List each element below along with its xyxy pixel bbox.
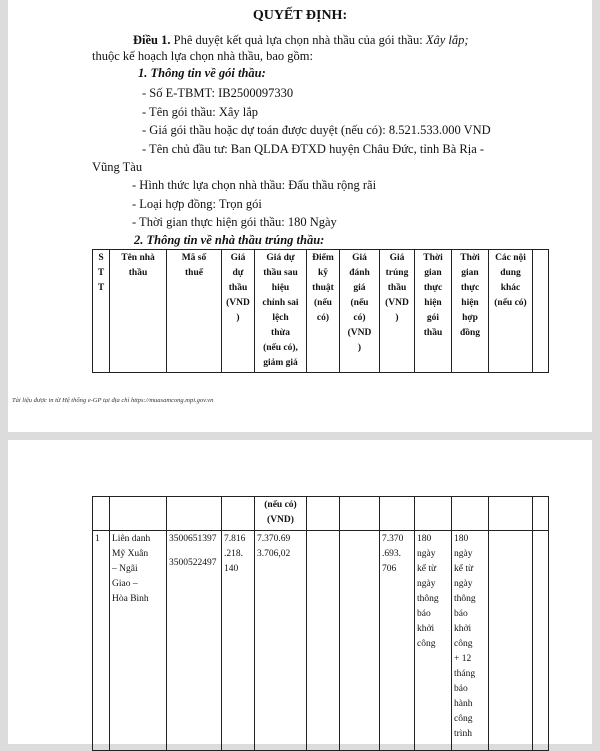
col-header-contractor: Tên nhà thầu (110, 250, 167, 373)
table-row (93, 531, 549, 751)
article-label: Điều 1. (133, 33, 171, 47)
winner-table-body (92, 496, 549, 751)
header-continuation: (nếu có) (VND) (255, 497, 307, 531)
tax-code-1: 3500651397 (169, 534, 217, 544)
document-page-2 (8, 440, 592, 744)
col-header-contract-duration: Thời gian thực hiện hợp đồng (452, 250, 489, 373)
col-header-bid-price: Giá dự thầu (VND ) (222, 250, 255, 373)
page-footer: Tài liệu được in từ Hệ thống e-GP tại địa chỉ https://muasamcong.mpi.gov.vn (12, 397, 214, 404)
col-header-tech-score: Điểm kỹ thuật (nếu có) (307, 250, 340, 373)
winner-table-header (92, 249, 549, 373)
line-investor: - Tên chủ đầu tư: Ban QLDA ĐTXD huyện Châu Đức, tỉnh Bà Rịa - (142, 142, 485, 156)
cell-tech-score (307, 531, 340, 751)
tax-code-2: 3500522497 (169, 558, 217, 568)
cell-winning-price: 7.370 .693. 706 (380, 531, 415, 751)
col-header-stt: S T T (93, 250, 110, 373)
article-1 (133, 32, 469, 48)
col-header-blank (533, 250, 549, 373)
line-selection-method: - Hình thức lựa chọn nhà thầu: Đấu thầu rộng rãi (132, 178, 377, 192)
line-package-name: - Tên gói thầu: Xây lắp (142, 105, 259, 119)
line-etbmt: - Số E-TBMT: IB2500097330 (142, 86, 294, 100)
decision-title: QUYẾT ĐỊNH: (252, 8, 348, 23)
col-header-package-duration: Thời gian thực hiện gói thầu (415, 250, 452, 373)
cell-bid-price: 7.816 .218. 140 (222, 531, 255, 751)
col-header-other: Các nội dung khác (nếu có) (489, 250, 533, 373)
cell-contract-duration: 180 ngày kể từ ngày thông báo khởi công + 12 tháng bảo hành công trình (452, 531, 489, 751)
cell-other (489, 531, 533, 751)
section-1-heading: 1. Thông tin về gói thầu: (138, 66, 266, 80)
col-header-tax-code: Mã số thuế (167, 250, 222, 373)
cell-tax-codes (167, 531, 222, 751)
col-header-eval-price: Giá đánh giá (nếu có) (VND ) (340, 250, 380, 373)
section-2-heading: 2. Thông tin về nhà thầu trúng thầu: (134, 233, 325, 247)
col-header-adjusted-price: Giá dự thầu sau hiệu chỉnh sai lệch thừa (nếu có), giảm giá (255, 250, 307, 373)
cell-eval-price (340, 531, 380, 751)
line-investor-cont: Vũng Tàu (92, 160, 143, 174)
line-contract-type: - Loại hợp đồng: Trọn gói (132, 197, 262, 211)
article-text-2: thuộc kế hoạch lựa chọn nhà thầu, bao gồm: (92, 49, 313, 63)
line-duration: - Thời gian thực hiện gói thầu: 180 Ngày (132, 215, 337, 229)
cell-contractor: Liên danh Mỹ Xuân – Ngãi Giao – Hòa Bình (110, 531, 167, 751)
cell-adjusted-price: 7.370.69 3.706,02 (255, 531, 307, 751)
document-page-1 (8, 0, 592, 432)
col-header-winning-price: Giá trúng thầu (VND ) (380, 250, 415, 373)
line-package-price: - Giá gói thầu hoặc dự toán được duyệt (nếu có): 8.521.533.000 VND (142, 123, 491, 137)
cell-stt: 1 (93, 531, 110, 751)
article-text: Phê duyệt kết quả lựa chọn nhà thầu của gói thầu: (170, 33, 426, 47)
article-package: Xây lắp; (425, 33, 469, 47)
cell-package-duration: 180 ngày kể từ ngày thông báo khởi công (415, 531, 452, 751)
